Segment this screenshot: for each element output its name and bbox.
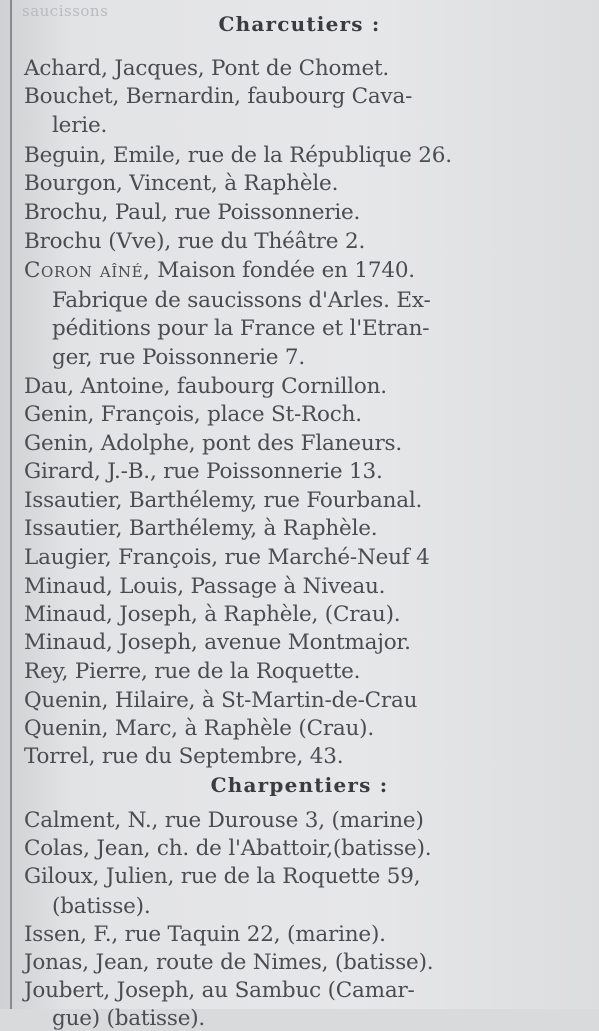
list-item: Giloux, Julien, rue de la Roquette 59, [24, 864, 421, 889]
entry-name-smallcaps: Coron aîné, [24, 258, 151, 283]
list-item: lerie. [52, 113, 108, 138]
list-item: Genin, François, place St-Roch. [24, 402, 362, 427]
list-item: Minaud, Louis, Passage à Niveau. [24, 574, 386, 599]
list-item: Issautier, Barthélemy, rue Fourbanal. [24, 488, 423, 513]
list-item: (batisse). [52, 894, 151, 919]
list-item: ger, rue Poissonnerie 7. [52, 345, 306, 370]
list-item: Beguin, Emile, rue de la République 26. [24, 143, 452, 168]
heading-text: Charpentiers : [210, 773, 389, 797]
list-item: Fabrique de saucissons d'Arles. Ex- [52, 288, 431, 313]
list-item: Jonas, Jean, route de Nimes, (batisse). [24, 950, 434, 975]
heading-text: Charcutiers : [218, 12, 381, 36]
list-item: péditions pour la France et l'Etran- [52, 316, 430, 341]
list-item: Bouchet, Bernardin, faubourg Cava- [24, 84, 413, 109]
list-item: Rey, Pierre, rue de la Roquette. [24, 659, 361, 684]
list-item: Minaud, Joseph, à Raphèle, (Crau). [24, 602, 401, 627]
list-item: Brochu (Vve), rue du Théâtre 2. [24, 229, 366, 254]
list-item: Achard, Jacques, Pont de Chomet. [24, 56, 390, 81]
section-heading-charcutiers [0, 12, 599, 36]
entry-text: Maison fondée en 1740. [150, 258, 415, 283]
list-item: Calment, N., rue Durouse 3, (marine) [24, 808, 424, 833]
column-rule [10, 0, 12, 1009]
header-fragment: saucissons [22, 2, 109, 20]
list-item: Dau, Antoine, faubourg Cornillon. [24, 374, 387, 399]
list-item: Genin, Adolphe, pont des Flaneurs. [24, 431, 403, 456]
list-item: Colas, Jean, ch. de l'Abattoir,(batisse). [24, 836, 432, 861]
list-item: Laugier, François, rue Marché-Neuf 4 [24, 545, 430, 570]
list-item: Minaud, Joseph, avenue Montmajor. [24, 630, 411, 655]
list-item: Joubert, Joseph, au Sambuc (Camar- [24, 978, 415, 1003]
list-item: Torrel, rue du Septembre, 43. [24, 744, 344, 769]
list-item [24, 260, 584, 282]
list-item: Quenin, Hilaire, à St-Martin-de-Crau [24, 688, 418, 713]
list-item: Brochu, Paul, rue Poissonnerie. [24, 200, 361, 225]
list-item: Bourgon, Vincent, à Raphèle. [24, 171, 339, 196]
list-item: Issen, F., rue Taquin 22, (marine). [24, 922, 386, 947]
list-item: Girard, J.-B., rue Poissonnerie 13. [24, 459, 383, 484]
list-item: Issautier, Barthélemy, à Raphèle. [24, 516, 378, 541]
section-heading-charpentiers [0, 773, 599, 797]
list-item: gue) (batisse). [52, 1006, 206, 1031]
list-item: Quenin, Marc, à Raphèle (Crau). [24, 716, 374, 741]
